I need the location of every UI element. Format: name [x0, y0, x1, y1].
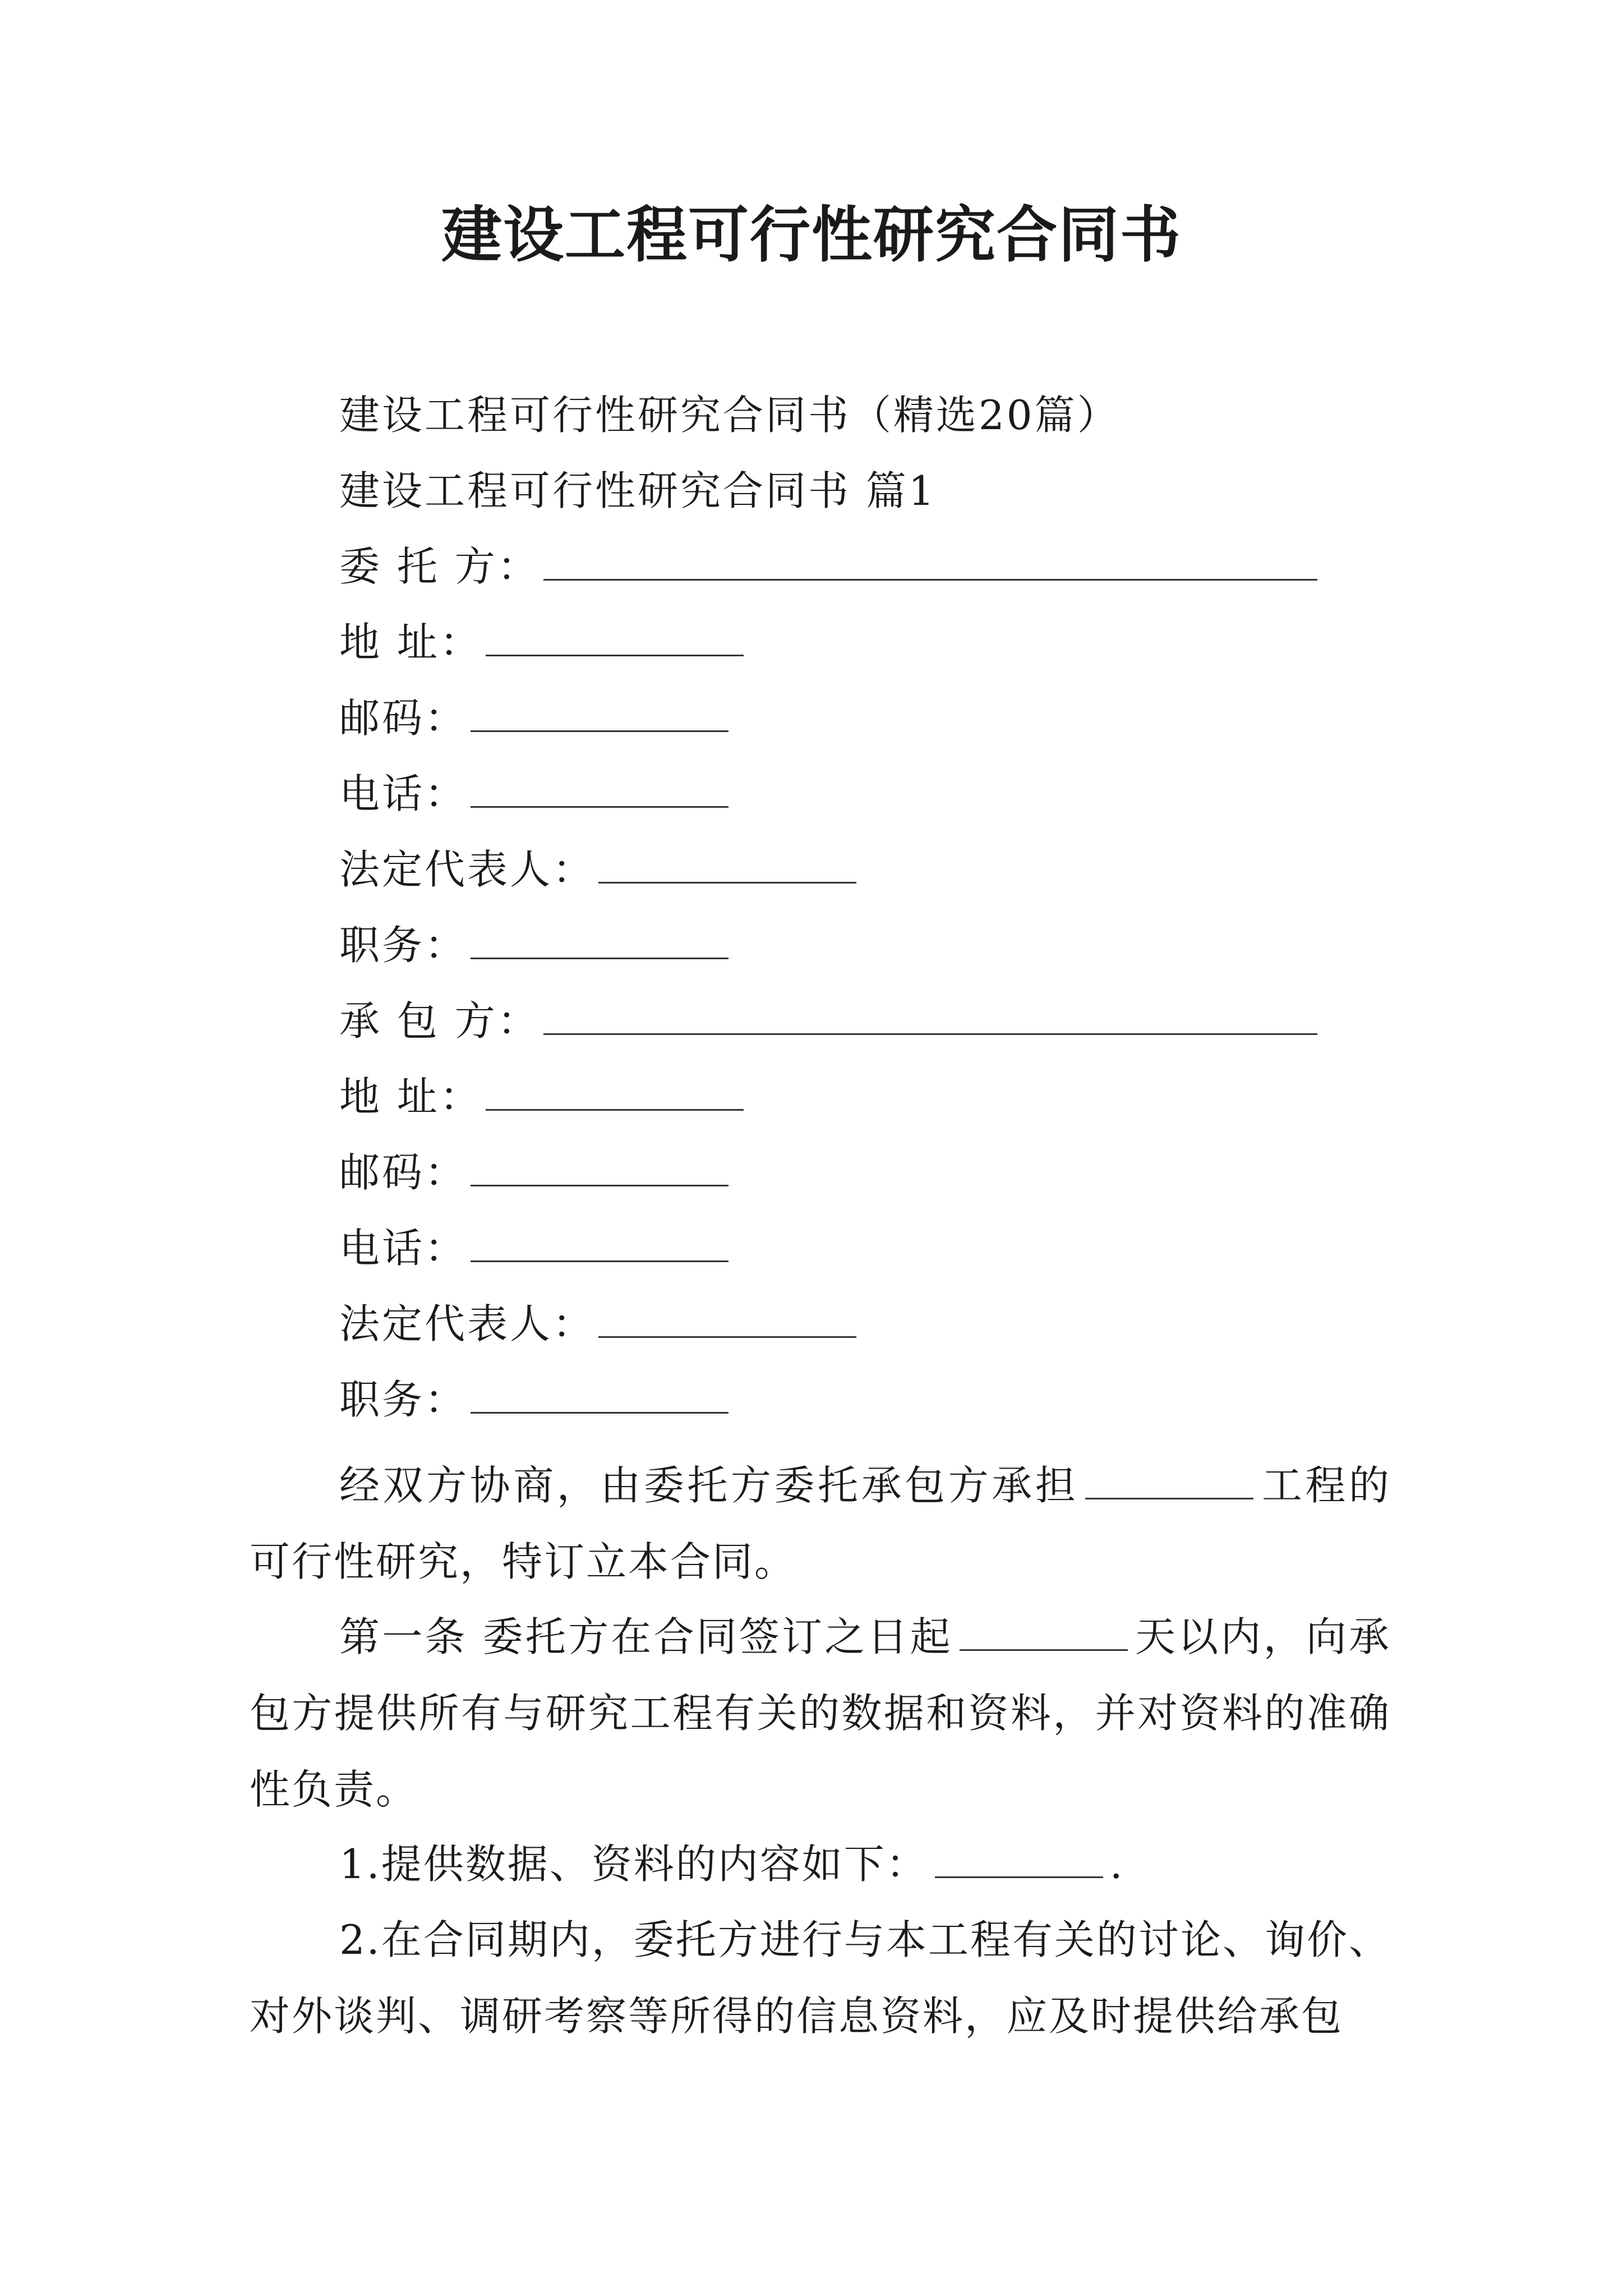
- client-phone-label: 电话：: [339, 770, 468, 817]
- data-content-blank[interactable]: [935, 1845, 1103, 1878]
- client-phone-row: [339, 766, 728, 822]
- section-heading: 建设工程可行性研究合同书 篇1: [339, 467, 937, 514]
- contractor-party-row: [339, 993, 1317, 1049]
- contractor-postcode-blank[interactable]: [471, 1151, 728, 1186]
- contractor-phone-row: [339, 1220, 728, 1276]
- contractor-address-label: 地 址：: [339, 1073, 482, 1120]
- contractor-legal-rep-label: 法定代表人：: [339, 1300, 596, 1347]
- days-blank[interactable]: [960, 1618, 1128, 1651]
- project-name-blank[interactable]: [1085, 1466, 1253, 1499]
- client-postcode-blank[interactable]: [471, 697, 728, 732]
- contractor-phone-blank[interactable]: [471, 1227, 728, 1262]
- contractor-party-label: 承 包 方：: [339, 997, 540, 1045]
- paragraph-article-1: [250, 1599, 1391, 1828]
- contractor-legal-rep-row: [339, 1296, 856, 1352]
- contractor-legal-rep-blank[interactable]: [598, 1303, 856, 1338]
- client-address-label: 地 址：: [339, 619, 482, 666]
- client-position-row: [339, 917, 728, 973]
- client-postcode-row: [339, 690, 728, 746]
- paragraph-item-1: [250, 1826, 1391, 1902]
- client-party-row: [339, 539, 1317, 595]
- client-legal-rep-label: 法定代表人：: [339, 846, 596, 893]
- contractor-address-row: [339, 1069, 744, 1125]
- client-address-blank[interactable]: [486, 621, 744, 656]
- contractor-address-blank[interactable]: [486, 1075, 744, 1111]
- client-postcode-label: 邮码：: [339, 694, 468, 742]
- contractor-position-row: [339, 1372, 728, 1428]
- contractor-postcode-label: 邮码：: [339, 1149, 468, 1196]
- paragraph-article-1-text-a: 第一条 委托方在合同签订之日起: [339, 1613, 953, 1660]
- paragraph-agreement: [250, 1447, 1391, 1600]
- client-phone-blank[interactable]: [471, 772, 728, 808]
- client-party-label: 委 托 方：: [339, 543, 540, 590]
- client-address-row: [339, 614, 744, 670]
- subtitle: 建设工程可行性研究合同书（精选20篇）: [339, 392, 1120, 439]
- client-position-label: 职务：: [339, 922, 468, 969]
- paragraph-article-1-text-b: 天以内，向承包方提供所有与研究工程有关的数据和资料，并对资料的准确性负责。: [250, 1613, 1391, 1813]
- client-legal-rep-blank[interactable]: [598, 848, 856, 884]
- contractor-position-blank[interactable]: [471, 1378, 728, 1414]
- paragraph-item-1-text-a: 1.提供数据、资料的内容如下：: [339, 1841, 928, 1888]
- document-title: 建设工程可行性研究合同书: [441, 200, 1182, 270]
- contractor-position-label: 职务：: [339, 1376, 468, 1423]
- paragraph-agreement-text-b: 工程的可行性研究，特订立本合同。: [250, 1462, 1391, 1585]
- client-legal-rep-row: [339, 841, 856, 898]
- contractor-postcode-row: [339, 1144, 728, 1200]
- paragraph-agreement-text-a: 经双方协商，由委托方委托承包方承担: [339, 1462, 1079, 1509]
- contractor-party-blank[interactable]: [543, 1000, 1317, 1035]
- contractor-phone-label: 电话：: [339, 1225, 468, 1272]
- client-position-blank[interactable]: [471, 924, 728, 959]
- client-party-blank[interactable]: [543, 545, 1317, 581]
- paragraph-item-2: 2.在合同期内，委托方进行与本工程有关的讨论、询价、对外谈判、调研考察等所得的信息资料，应及时提供给承包: [250, 1916, 1391, 2040]
- paragraph-item-1-text-b: .: [1109, 1841, 1124, 1888]
